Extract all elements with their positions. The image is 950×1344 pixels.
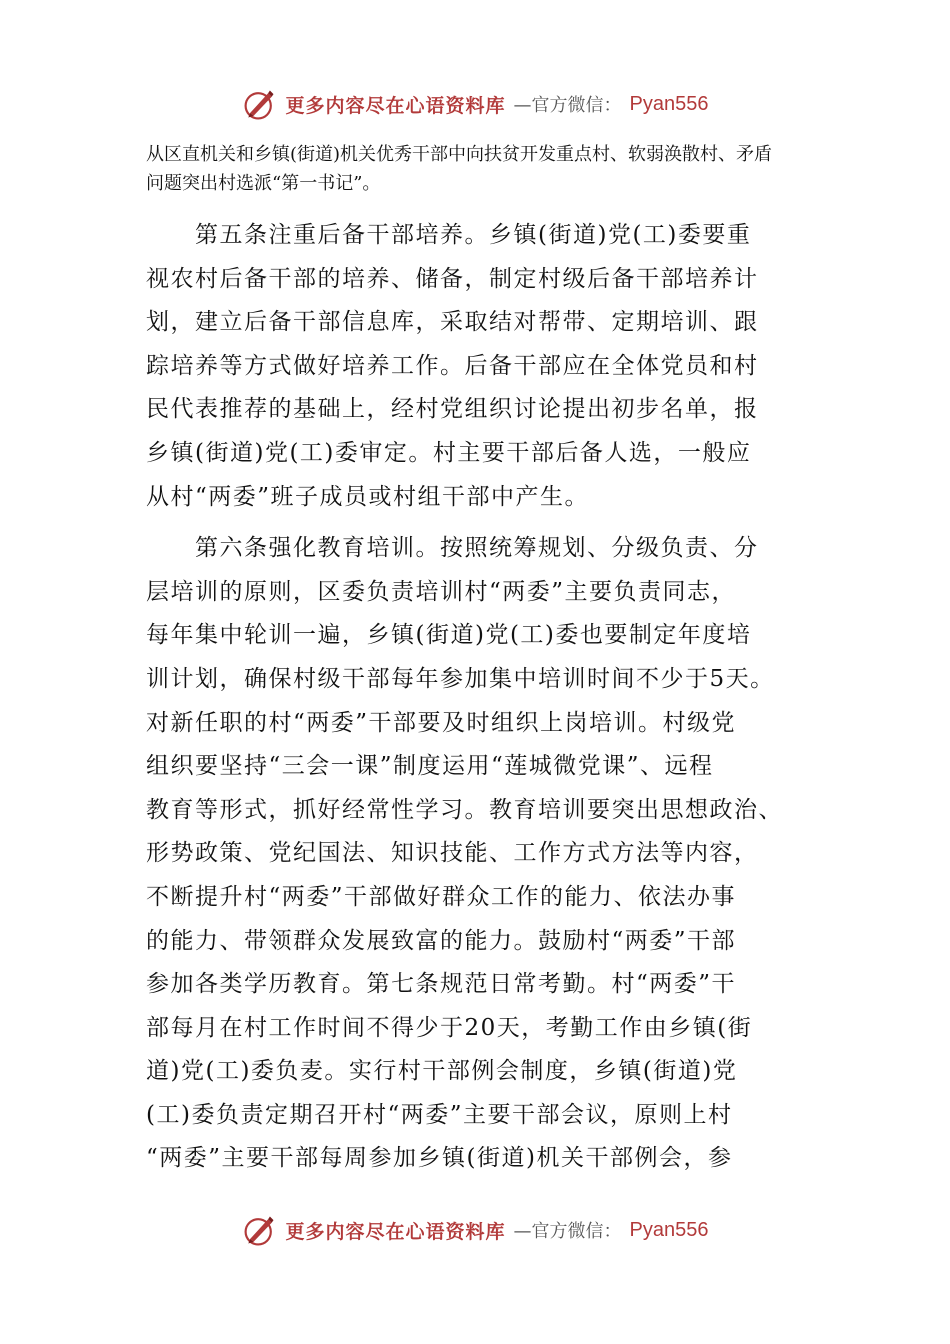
pen-logo-icon	[242, 1212, 278, 1248]
document-body	[146, 140, 818, 1181]
text-line: 道)党(工)委负麦。实行村干部例会制度，乡镇(街道)党	[146, 1058, 738, 1085]
watermark-text: 更多内容尽在心语资料库	[285, 1220, 506, 1243]
intro-line: 问题突出村选派“第一书记”。	[146, 173, 381, 194]
text-line: 乡镇(街道)党(工)委审定。村主要干部后备人选，一般应	[146, 439, 752, 466]
footer-watermark	[0, 1210, 950, 1250]
text-line: (工)委负责定期召开村“两委”主要干部会议，原则上村	[146, 1101, 733, 1128]
text-line: 民代表推荐的基础上，经村党组织讨论提出初步名单，报	[146, 396, 759, 423]
watermark-text: 更多内容尽在心语资料库	[285, 94, 506, 117]
pen-logo-icon	[242, 86, 278, 122]
text-line: 教育等形式，抓好经常性学习。教育培训要突出思想政治、	[146, 796, 783, 823]
text-line: 第六条强化教育培训。按照统筹规划、分级负责、分	[146, 535, 759, 562]
text-line: 形势政策、党纪国法、知识技能、工作方式方法等内容，	[146, 840, 759, 867]
text-line: 第五条注重后备干部培养。乡镇(街道)党(工)委要重	[146, 222, 752, 248]
text-line: 层培训的原则，区委负责培训村“两委”主要负责同志，	[146, 578, 737, 605]
text-line: 踪培养等方式做好培养工作。后备干部应在全体党员和村	[146, 352, 759, 379]
watermark-wechat-id: Pyan556	[629, 1218, 709, 1241]
text-line: 组织要坚持“三会一课”制度运用“莲城微党课”、远程	[146, 753, 714, 780]
text-line: 划，建立后备干部信息库，采取结对帮带、定期培训、跟	[146, 309, 759, 336]
header-watermark	[0, 84, 950, 124]
text-line: 每年集中轮训一遍，乡镇(街道)党(工)委也要制定年度培	[146, 622, 752, 649]
text-line: 部每月在村工作时间不得少于20天，考勤工作由乡镇(街	[146, 1014, 753, 1041]
text-line: 对新任职的村“两委”干部要及时组织上岗培训。村级党	[146, 709, 737, 736]
paragraph-article-5	[146, 214, 818, 519]
paragraph-article-6	[146, 527, 818, 1181]
watermark-separator: —官方微信：	[513, 95, 622, 116]
text-line: 的能力、带领群众发展致富的能力。鼓励村“两委”干部	[146, 927, 737, 954]
intro-line: 从区直机关和乡镇(街道)机关优秀干部中向扶贫开发重点村、软弱涣散村、矛盾	[146, 144, 773, 165]
watermark-separator: —官方微信：	[513, 1221, 622, 1242]
watermark-wechat-id: Pyan556	[629, 92, 709, 115]
text-line: 参加各类学历教育。第七条规范日常考勤。村“两委”干	[146, 971, 737, 998]
text-line: 视农村后备干部的培养、储备，制定村级后备干部培养计	[146, 265, 759, 292]
text-line: 从村“两委”班子成员或村组干部中产生。	[146, 483, 590, 510]
text-line: 训计划，确保村级干部每年参加集中培训时间不少于5天。	[146, 665, 775, 692]
text-line: 不断提升村“两委”干部做好群众工作的能力、依法办事	[146, 883, 737, 910]
text-line: “两委”主要干部每周参加乡镇(街道)机关干部例会，参	[146, 1145, 733, 1172]
